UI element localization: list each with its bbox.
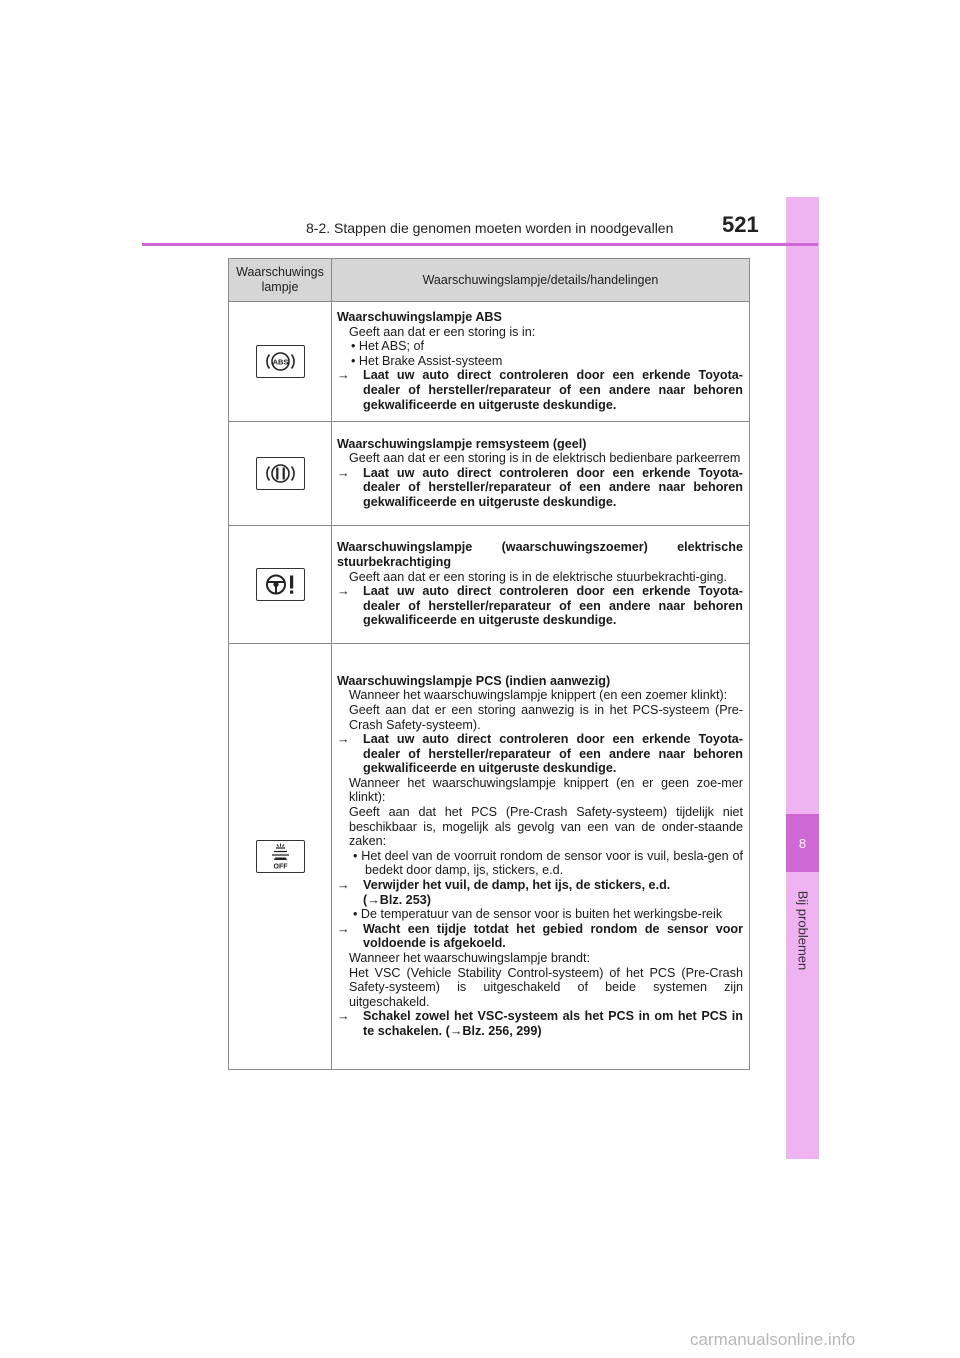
row-action <box>337 732 743 776</box>
description-cell <box>332 526 750 644</box>
table-row <box>229 302 750 422</box>
ref-text: Blz. 253) <box>379 892 431 907</box>
row-action-text: Laat uw auto direct controleren door een erkende Toyota-dealer of hersteller/reparateur of een andere naar behoren gekwalificeerde en uitgeruste deskundige. <box>363 465 743 510</box>
row-text: Geeft aan dat er een storing is in de elektrische stuurbekrachti-ging. <box>349 569 728 584</box>
row-action-text: Laat uw auto direct controleren door een erkende Toyota-dealer of hersteller/reparateur of een andere naar behoren gekwalificeerde en uitgeruste deskundige. <box>363 584 743 628</box>
arrow-icon: → <box>337 368 350 383</box>
row-action-text: Laat uw auto direct controleren door een erkende Toyota-dealer of hersteller/reparateur of een andere naar behoren gekwalificeerde en uitgeruste deskundige. <box>363 732 743 776</box>
row-action <box>337 878 743 893</box>
chapter-label-text: Bij problemen <box>795 890 810 970</box>
side-tab-strip <box>786 197 819 1159</box>
row-title: Waarschuwingslampje remsysteem (geel) <box>337 436 587 451</box>
icon-cell <box>229 422 332 526</box>
description-cell <box>332 302 750 422</box>
warning-lights-table <box>228 258 750 1070</box>
arrow-icon: → <box>337 465 350 480</box>
table-row <box>229 526 750 644</box>
icon-cell <box>229 302 332 422</box>
arrow-icon: → <box>337 732 350 747</box>
table-row <box>229 644 750 1070</box>
table-header-row <box>229 259 750 302</box>
arrow-icon: → <box>337 1009 350 1024</box>
row-text: Geeft aan dat er een storing is in de elektrisch bedienbare parkeerrem <box>349 451 741 466</box>
row-text: Geeft aan dat het PCS (Pre-Crash Safety-systeem) tijdelijk niet beschikbaar is, mogelijk als gevolg van een van de onder-staande zaken: <box>349 805 743 849</box>
row-bullet: • Het ABS; of <box>351 339 425 354</box>
header-rule <box>142 243 818 246</box>
row-text: Wanneer het waarschuwingslampje brandt: <box>349 951 591 966</box>
page-number: 521 <box>722 212 759 237</box>
row-action-text: Schakel zowel het VSC-systeem als het PCS in om het PCS in te schakelen. ( <box>363 1009 743 1038</box>
row-title: Waarschuwingslampje ABS <box>337 310 502 324</box>
arrow-icon: → <box>337 584 350 599</box>
pcs-off-warning-icon <box>256 840 305 873</box>
column-header-lamp: Waarschuwings lampje <box>229 259 332 302</box>
arrow-icon: → <box>367 892 380 907</box>
description-cell <box>332 644 750 1070</box>
row-action-ref: Blz. 256, 299) <box>462 1023 542 1038</box>
row-bullet: • Het deel van de voorruit rondom de sensor voor is vuil, besla-gen of bedekt door damp, ijs, stickers, e.d. <box>353 848 743 878</box>
arrow-icon: → <box>337 921 350 936</box>
table-row <box>229 422 750 526</box>
abs-warning-icon <box>256 345 305 378</box>
row-action-text: Verwijder het vuil, de damp, het ijs, de stickers, e.d. <box>363 878 671 893</box>
row-bullet: • De temperatuur van de sensor voor is buiten het werkingsbe-reik <box>353 907 723 922</box>
row-text: Het VSC (Vehicle Stability Control-systeem) of het PCS (Pre-Crash Safety-systeem) is uitgeschakeld of beide systemen zijn uitgeschakeld. <box>349 965 743 1009</box>
row-title: Waarschuwingslampje PCS (indien aanwezig) <box>337 673 611 688</box>
icon-cell <box>229 644 332 1070</box>
row-bullet: • Het Brake Assist-systeem <box>351 353 503 368</box>
row-action <box>337 922 743 951</box>
watermark: carmanualsonline.info <box>690 1330 856 1349</box>
page-reference <box>337 893 743 908</box>
row-action <box>337 1009 743 1038</box>
row-text: Wanneer het waarschuwingslampje knippert (en een zoemer klinkt): <box>349 688 728 703</box>
ref-open: ( <box>363 892 368 907</box>
section-title: 8-2. Stappen die genomen moeten worden in noodgevallen <box>306 220 674 236</box>
row-action-text: Wacht een tijdje totdat het gebied rondom de sensor voor voldoende is afgekoeld. <box>363 921 743 951</box>
row-action <box>337 368 743 412</box>
description-cell <box>332 422 750 526</box>
row-text: Wanneer het waarschuwingslampje knippert (en er geen zoe-mer klinkt): <box>349 775 743 805</box>
chapter-number-tab: 8 <box>786 814 819 872</box>
row-text: Geeft aan dat er een storing is in: <box>349 324 536 339</box>
chapter-label <box>786 880 819 980</box>
power-steering-warning-icon <box>256 568 305 601</box>
parking-brake-warning-icon <box>256 457 305 490</box>
abs-icon-text: ABS <box>272 357 288 367</box>
row-action <box>337 584 743 628</box>
arrow-icon: → <box>449 1023 463 1038</box>
row-action-text: Laat uw auto direct controleren door een erkende Toyota-dealer of hersteller/reparateur of een andere naar behoren gekwalificeerde en uitgeruste deskundige. <box>363 368 743 412</box>
arrow-icon: → <box>337 878 350 893</box>
row-text: Geeft aan dat er een storing aanwezig is in het PCS-systeem (Pre-Crash Safety-systeem). <box>349 702 743 732</box>
row-title: Waarschuwingslampje (waarschuwingszoemer) elektrische stuurbekrachtiging <box>337 540 743 569</box>
row-action <box>337 466 743 510</box>
pcs-icon-text: OFF <box>273 863 287 871</box>
icon-cell <box>229 526 332 644</box>
column-header-details: Waarschuwingslampje/details/handelingen <box>332 259 750 302</box>
